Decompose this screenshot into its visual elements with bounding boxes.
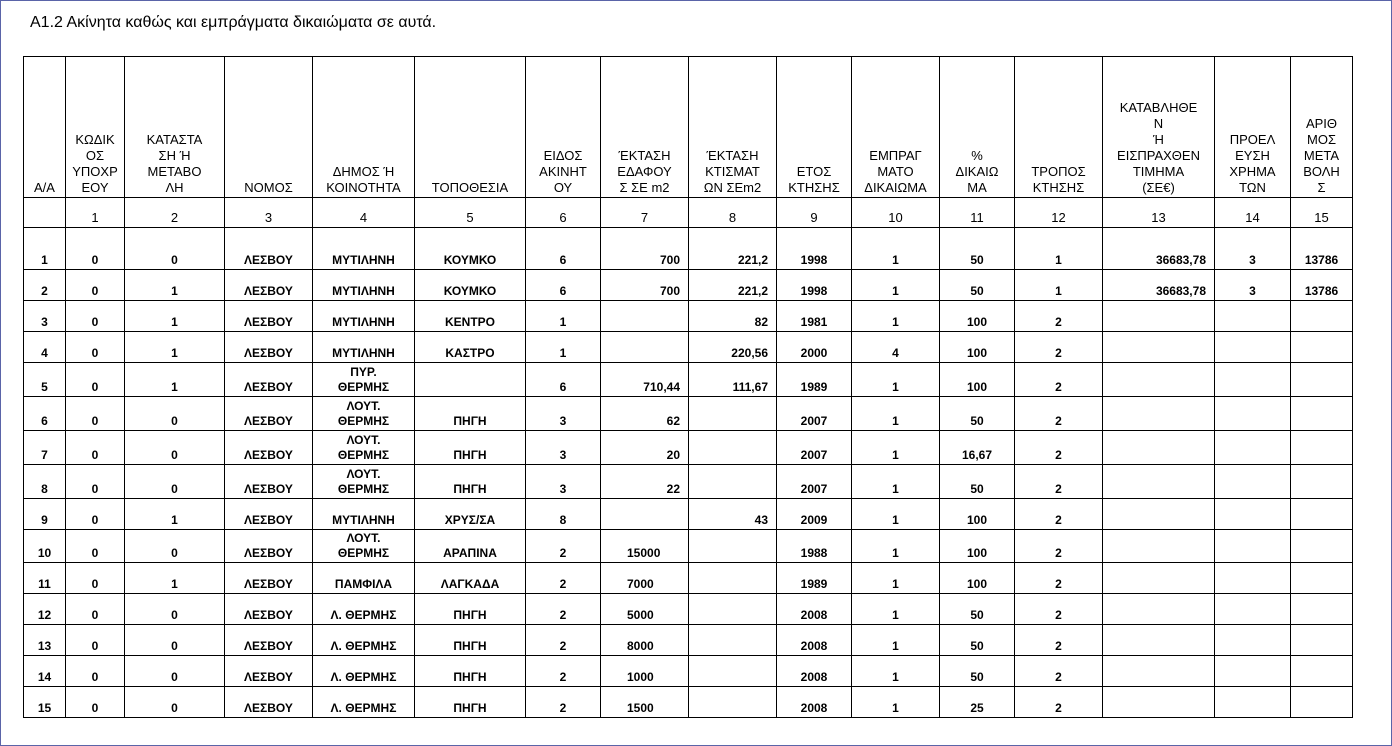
cell-price <box>1103 594 1215 625</box>
cell-municipality: Λ. ΘΕΡΜΗΣ <box>313 594 415 625</box>
cell-property-type: 2 <box>526 530 601 563</box>
cell-acquisition-mode: 2 <box>1015 301 1103 332</box>
cell-property-type: 3 <box>526 465 601 499</box>
cell-funds-source: 3 <box>1215 228 1291 270</box>
cell-location: ΚΕΝΤΡΟ <box>415 301 526 332</box>
table-body <box>24 228 1353 718</box>
cell-real-right: 4 <box>852 332 940 363</box>
cell-code: 0 <box>66 363 125 397</box>
cell-acquisition-mode: 1 <box>1015 270 1103 301</box>
cell-funds-source <box>1215 431 1291 465</box>
cell-aa: 11 <box>24 563 66 594</box>
cell-funds-source <box>1215 656 1291 687</box>
cell-land-area: 62 <box>601 397 689 431</box>
cell-location: ΠΗΓΗ <box>415 465 526 499</box>
cell-location: ΧΡΥΣ/ΣΑ <box>415 499 526 530</box>
cell-land-area: 8000 <box>601 625 689 656</box>
cell-funds-source <box>1215 397 1291 431</box>
cell-property-type: 2 <box>526 625 601 656</box>
cell-year: 2008 <box>777 625 852 656</box>
cell-funds-source <box>1215 332 1291 363</box>
cell-municipality: ΛΟΥΤ. ΘΕΡΜΗΣ <box>313 431 415 465</box>
table-row <box>24 465 1353 499</box>
cell-year: 2007 <box>777 465 852 499</box>
cell-land-area: 22 <box>601 465 689 499</box>
cell-aa: 14 <box>24 656 66 687</box>
cell-code: 0 <box>66 563 125 594</box>
cell-funds-source <box>1215 594 1291 625</box>
cell-location: ΠΗΓΗ <box>415 687 526 718</box>
cell-percent: 50 <box>940 465 1015 499</box>
cell-percent: 100 <box>940 499 1015 530</box>
cell-acquisition-mode: 1 <box>1015 228 1103 270</box>
cell-prefecture: ΛΕΣΒΟΥ <box>225 397 313 431</box>
cell-prefecture: ΛΕΣΒΟΥ <box>225 270 313 301</box>
document-title: Α1.2 Ακίνητα καθώς και εμπράγματα δικαιώματα σε αυτά. <box>30 14 437 31</box>
cell-status: 0 <box>125 656 225 687</box>
cell-land-area: 710,44 <box>601 363 689 397</box>
cell-municipality: ΜΥΤΙΛΗΝΗ <box>313 499 415 530</box>
cell-percent: 50 <box>940 656 1015 687</box>
cell-price <box>1103 431 1215 465</box>
cell-percent: 50 <box>940 228 1015 270</box>
cell-building-area <box>689 431 777 465</box>
cell-land-area: 700 <box>601 270 689 301</box>
cell-location <box>415 363 526 397</box>
cell-aa: 8 <box>24 465 66 499</box>
cell-land-area <box>601 332 689 363</box>
cell-real-right: 1 <box>852 499 940 530</box>
cell-code: 0 <box>66 625 125 656</box>
cell-municipality: Λ. ΘΕΡΜΗΣ <box>313 625 415 656</box>
header-municipality: ΔΗΜΟΣ Ή ΚΟΙΝΟΤΗΤΑ <box>313 57 415 198</box>
column-number-funds-source: 14 <box>1215 198 1291 228</box>
column-number-land-area: 7 <box>601 198 689 228</box>
cell-status: 0 <box>125 397 225 431</box>
cell-building-area <box>689 563 777 594</box>
cell-status: 1 <box>125 499 225 530</box>
cell-municipality: ΠΑΜΦΙΛΑ <box>313 563 415 594</box>
cell-transfer-number <box>1291 363 1353 397</box>
cell-price <box>1103 687 1215 718</box>
cell-percent: 50 <box>940 625 1015 656</box>
column-number-real-right: 10 <box>852 198 940 228</box>
cell-municipality: ΛΟΥΤ. ΘΕΡΜΗΣ <box>313 465 415 499</box>
cell-prefecture: ΛΕΣΒΟΥ <box>225 594 313 625</box>
header-building-area: ΈΚΤΑΣΗ ΚΤΙΣΜΑΤ ΩΝ ΣΕm2 <box>689 57 777 198</box>
cell-acquisition-mode: 2 <box>1015 687 1103 718</box>
cell-building-area: 221,2 <box>689 270 777 301</box>
cell-status: 1 <box>125 563 225 594</box>
table-row <box>24 397 1353 431</box>
cell-price <box>1103 625 1215 656</box>
cell-transfer-number: 13786 <box>1291 270 1353 301</box>
column-number-percent: 11 <box>940 198 1015 228</box>
cell-building-area: 82 <box>689 301 777 332</box>
header-code: ΚΩΔΙΚ ΟΣ ΥΠΟΧΡ ΕΟΥ <box>66 57 125 198</box>
cell-acquisition-mode: 2 <box>1015 499 1103 530</box>
cell-acquisition-mode: 2 <box>1015 431 1103 465</box>
cell-percent: 50 <box>940 397 1015 431</box>
cell-aa: 6 <box>24 397 66 431</box>
column-number-transfer-number: 15 <box>1291 198 1353 228</box>
cell-funds-source <box>1215 563 1291 594</box>
cell-price <box>1103 397 1215 431</box>
cell-year: 2000 <box>777 332 852 363</box>
cell-funds-source: 3 <box>1215 270 1291 301</box>
cell-property-type: 6 <box>526 363 601 397</box>
cell-code: 0 <box>66 499 125 530</box>
cell-price <box>1103 301 1215 332</box>
cell-building-area <box>689 397 777 431</box>
header-acquisition-mode: ΤΡΟΠΟΣ ΚΤΗΣΗΣ <box>1015 57 1103 198</box>
cell-prefecture: ΛΕΣΒΟΥ <box>225 301 313 332</box>
header-property-type: ΕΙΔΟΣ ΑΚΙΝΗΤ ΟΥ <box>526 57 601 198</box>
cell-prefecture: ΛΕΣΒΟΥ <box>225 656 313 687</box>
cell-code: 0 <box>66 594 125 625</box>
cell-real-right: 1 <box>852 228 940 270</box>
cell-land-area <box>601 301 689 332</box>
cell-code: 0 <box>66 656 125 687</box>
cell-aa: 5 <box>24 363 66 397</box>
cell-location: ΠΗΓΗ <box>415 431 526 465</box>
cell-price: 36683,78 <box>1103 228 1215 270</box>
cell-property-type: 6 <box>526 228 601 270</box>
cell-prefecture: ΛΕΣΒΟΥ <box>225 465 313 499</box>
cell-prefecture: ΛΕΣΒΟΥ <box>225 563 313 594</box>
cell-code: 0 <box>66 301 125 332</box>
cell-year: 1989 <box>777 363 852 397</box>
cell-transfer-number <box>1291 332 1353 363</box>
cell-aa: 15 <box>24 687 66 718</box>
cell-percent: 25 <box>940 687 1015 718</box>
cell-municipality: ΛΟΥΤ. ΘΕΡΜΗΣ <box>313 530 415 563</box>
cell-price <box>1103 656 1215 687</box>
cell-status: 1 <box>125 270 225 301</box>
cell-percent: 50 <box>940 270 1015 301</box>
header-transfer-number: ΑΡΙΘ ΜΟΣ ΜΕΤΑ ΒΟΛΗ Σ <box>1291 57 1353 198</box>
cell-building-area <box>689 594 777 625</box>
cell-price <box>1103 563 1215 594</box>
column-number-municipality: 4 <box>313 198 415 228</box>
cell-funds-source <box>1215 687 1291 718</box>
cell-year: 2008 <box>777 594 852 625</box>
cell-building-area: 111,67 <box>689 363 777 397</box>
cell-location: ΚΟΥΜΚΟ <box>415 270 526 301</box>
cell-acquisition-mode: 2 <box>1015 563 1103 594</box>
cell-percent: 100 <box>940 301 1015 332</box>
cell-code: 0 <box>66 332 125 363</box>
cell-municipality: Λ. ΘΕΡΜΗΣ <box>313 656 415 687</box>
cell-prefecture: ΛΕΣΒΟΥ <box>225 363 313 397</box>
header-row <box>24 57 1353 198</box>
cell-real-right: 1 <box>852 594 940 625</box>
cell-percent: 50 <box>940 594 1015 625</box>
cell-location: ΠΗΓΗ <box>415 397 526 431</box>
cell-status: 0 <box>125 465 225 499</box>
cell-year: 1998 <box>777 270 852 301</box>
column-number-code: 1 <box>66 198 125 228</box>
cell-property-type: 2 <box>526 594 601 625</box>
table-row <box>24 594 1353 625</box>
cell-prefecture: ΛΕΣΒΟΥ <box>225 625 313 656</box>
column-number-location: 5 <box>415 198 526 228</box>
cell-price <box>1103 499 1215 530</box>
cell-real-right: 1 <box>852 563 940 594</box>
cell-real-right: 1 <box>852 530 940 563</box>
cell-location: ΠΗΓΗ <box>415 594 526 625</box>
header-year: ΕΤΟΣ ΚΤΗΣΗΣ <box>777 57 852 198</box>
cell-real-right: 1 <box>852 301 940 332</box>
cell-transfer-number <box>1291 499 1353 530</box>
cell-acquisition-mode: 2 <box>1015 625 1103 656</box>
cell-real-right: 1 <box>852 465 940 499</box>
cell-building-area: 221,2 <box>689 228 777 270</box>
cell-municipality: ΠΥΡ. ΘΕΡΜΗΣ <box>313 363 415 397</box>
cell-land-area: 1500 <box>601 687 689 718</box>
cell-property-type: 1 <box>526 301 601 332</box>
cell-price: 36683,78 <box>1103 270 1215 301</box>
cell-year: 2007 <box>777 431 852 465</box>
table-row <box>24 228 1353 270</box>
column-number-year: 9 <box>777 198 852 228</box>
cell-aa: 13 <box>24 625 66 656</box>
cell-code: 0 <box>66 465 125 499</box>
table-row <box>24 499 1353 530</box>
cell-building-area <box>689 656 777 687</box>
cell-land-area: 20 <box>601 431 689 465</box>
column-number-prefecture: 3 <box>225 198 313 228</box>
cell-aa: 7 <box>24 431 66 465</box>
cell-price <box>1103 363 1215 397</box>
cell-prefecture: ΛΕΣΒΟΥ <box>225 499 313 530</box>
cell-year: 1998 <box>777 228 852 270</box>
cell-municipality: Λ. ΘΕΡΜΗΣ <box>313 687 415 718</box>
cell-real-right: 1 <box>852 687 940 718</box>
cell-status: 0 <box>125 594 225 625</box>
header-location: ΤΟΠΟΘΕΣΙΑ <box>415 57 526 198</box>
cell-transfer-number <box>1291 563 1353 594</box>
table-row <box>24 363 1353 397</box>
cell-year: 2009 <box>777 499 852 530</box>
header-status: ΚΑΤΑΣΤΑ ΣΗ Ή ΜΕΤΑΒΟ ΛΗ <box>125 57 225 198</box>
header-aa: Α/Α <box>24 57 66 198</box>
column-number-price: 13 <box>1103 198 1215 228</box>
cell-municipality: ΜΥΤΙΛΗΝΗ <box>313 270 415 301</box>
cell-status: 0 <box>125 625 225 656</box>
cell-prefecture: ΛΕΣΒΟΥ <box>225 687 313 718</box>
cell-transfer-number <box>1291 656 1353 687</box>
cell-aa: 9 <box>24 499 66 530</box>
table-row <box>24 332 1353 363</box>
cell-location: ΠΗΓΗ <box>415 656 526 687</box>
column-number-aa <box>24 198 66 228</box>
table-row <box>24 687 1353 718</box>
header-percent: % ΔΙΚΑΙΩ ΜΑ <box>940 57 1015 198</box>
cell-acquisition-mode: 2 <box>1015 465 1103 499</box>
cell-location: ΑΡΑΠΙΝΑ <box>415 530 526 563</box>
cell-transfer-number <box>1291 687 1353 718</box>
cell-acquisition-mode: 2 <box>1015 530 1103 563</box>
cell-acquisition-mode: 2 <box>1015 656 1103 687</box>
cell-transfer-number <box>1291 594 1353 625</box>
cell-status: 1 <box>125 301 225 332</box>
cell-land-area <box>601 499 689 530</box>
table-row <box>24 530 1353 563</box>
cell-property-type: 1 <box>526 332 601 363</box>
header-prefecture: ΝΟΜΟΣ <box>225 57 313 198</box>
cell-municipality: ΛΟΥΤ. ΘΕΡΜΗΣ <box>313 397 415 431</box>
cell-real-right: 1 <box>852 656 940 687</box>
cell-aa: 10 <box>24 530 66 563</box>
cell-prefecture: ΛΕΣΒΟΥ <box>225 332 313 363</box>
cell-aa: 1 <box>24 228 66 270</box>
cell-property-type: 3 <box>526 397 601 431</box>
cell-acquisition-mode: 2 <box>1015 363 1103 397</box>
header-funds-source: ΠΡΟΕΛ ΕΥΣΗ ΧΡΗΜΑ ΤΩΝ <box>1215 57 1291 198</box>
cell-year: 2008 <box>777 656 852 687</box>
cell-real-right: 1 <box>852 625 940 656</box>
cell-code: 0 <box>66 687 125 718</box>
cell-real-right: 1 <box>852 397 940 431</box>
cell-code: 0 <box>66 397 125 431</box>
cell-property-type: 3 <box>526 431 601 465</box>
table-row <box>24 625 1353 656</box>
cell-aa: 12 <box>24 594 66 625</box>
cell-municipality: ΜΥΤΙΛΗΝΗ <box>313 301 415 332</box>
table-row <box>24 431 1353 465</box>
cell-year: 2007 <box>777 397 852 431</box>
table-row <box>24 301 1353 332</box>
cell-percent: 100 <box>940 530 1015 563</box>
cell-status: 0 <box>125 687 225 718</box>
cell-property-type: 2 <box>526 687 601 718</box>
cell-percent: 100 <box>940 363 1015 397</box>
cell-code: 0 <box>66 270 125 301</box>
table-row <box>24 656 1353 687</box>
cell-location: ΚΑΣΤΡΟ <box>415 332 526 363</box>
cell-code: 0 <box>66 431 125 465</box>
cell-price <box>1103 530 1215 563</box>
cell-property-type: 6 <box>526 270 601 301</box>
cell-land-area: 5000 <box>601 594 689 625</box>
cell-prefecture: ΛΕΣΒΟΥ <box>225 228 313 270</box>
cell-location: ΚΟΥΜΚΟ <box>415 228 526 270</box>
cell-location: ΛΑΓΚΑΔΑ <box>415 563 526 594</box>
cell-year: 2008 <box>777 687 852 718</box>
cell-property-type: 8 <box>526 499 601 530</box>
column-number-row <box>24 198 1353 228</box>
cell-location: ΠΗΓΗ <box>415 625 526 656</box>
cell-code: 0 <box>66 228 125 270</box>
cell-building-area <box>689 530 777 563</box>
cell-status: 1 <box>125 363 225 397</box>
cell-funds-source <box>1215 625 1291 656</box>
cell-acquisition-mode: 2 <box>1015 397 1103 431</box>
cell-transfer-number: 13786 <box>1291 228 1353 270</box>
cell-funds-source <box>1215 301 1291 332</box>
cell-prefecture: ΛΕΣΒΟΥ <box>225 530 313 563</box>
table-row <box>24 563 1353 594</box>
cell-status: 1 <box>125 332 225 363</box>
header-real-right: ΕΜΠΡΑΓ ΜΑΤΟ ΔΙΚΑΙΩΜΑ <box>852 57 940 198</box>
cell-funds-source <box>1215 465 1291 499</box>
cell-funds-source <box>1215 499 1291 530</box>
cell-funds-source <box>1215 363 1291 397</box>
cell-aa: 4 <box>24 332 66 363</box>
cell-acquisition-mode: 2 <box>1015 332 1103 363</box>
cell-building-area: 43 <box>689 499 777 530</box>
cell-percent: 16,67 <box>940 431 1015 465</box>
cell-real-right: 1 <box>852 431 940 465</box>
cell-status: 0 <box>125 228 225 270</box>
cell-price <box>1103 465 1215 499</box>
cell-building-area <box>689 687 777 718</box>
cell-percent: 100 <box>940 563 1015 594</box>
cell-aa: 2 <box>24 270 66 301</box>
assets-table <box>23 56 1353 718</box>
cell-status: 0 <box>125 431 225 465</box>
column-number-acquisition-mode: 12 <box>1015 198 1103 228</box>
cell-transfer-number <box>1291 397 1353 431</box>
cell-aa: 3 <box>24 301 66 332</box>
cell-price <box>1103 332 1215 363</box>
cell-transfer-number <box>1291 301 1353 332</box>
cell-transfer-number <box>1291 625 1353 656</box>
cell-building-area <box>689 625 777 656</box>
cell-property-type: 2 <box>526 563 601 594</box>
cell-prefecture: ΛΕΣΒΟΥ <box>225 431 313 465</box>
cell-real-right: 1 <box>852 270 940 301</box>
cell-land-area: 15000 <box>601 530 689 563</box>
cell-year: 1981 <box>777 301 852 332</box>
cell-land-area: 1000 <box>601 656 689 687</box>
cell-land-area: 7000 <box>601 563 689 594</box>
cell-property-type: 2 <box>526 656 601 687</box>
cell-acquisition-mode: 2 <box>1015 594 1103 625</box>
cell-year: 1989 <box>777 563 852 594</box>
header-price: ΚΑΤΑΒΛΗΘΕ Ν Ή ΕΙΣΠΡΑΧΘΕΝ ΤΙΜΗΜΑ (ΣΕ€) <box>1103 57 1215 198</box>
cell-transfer-number <box>1291 431 1353 465</box>
table-row <box>24 270 1353 301</box>
cell-percent: 100 <box>940 332 1015 363</box>
cell-land-area: 700 <box>601 228 689 270</box>
cell-transfer-number <box>1291 530 1353 563</box>
cell-building-area: 220,56 <box>689 332 777 363</box>
header-land-area: ΈΚΤΑΣΗ ΕΔΑΦΟΥ Σ ΣΕ m2 <box>601 57 689 198</box>
cell-funds-source <box>1215 530 1291 563</box>
cell-municipality: ΜΥΤΙΛΗΝΗ <box>313 228 415 270</box>
cell-real-right: 1 <box>852 363 940 397</box>
cell-status: 0 <box>125 530 225 563</box>
column-number-building-area: 8 <box>689 198 777 228</box>
cell-year: 1988 <box>777 530 852 563</box>
cell-building-area <box>689 465 777 499</box>
column-number-property-type: 6 <box>526 198 601 228</box>
column-number-status: 2 <box>125 198 225 228</box>
cell-municipality: ΜΥΤΙΛΗΝΗ <box>313 332 415 363</box>
cell-code: 0 <box>66 530 125 563</box>
cell-transfer-number <box>1291 465 1353 499</box>
